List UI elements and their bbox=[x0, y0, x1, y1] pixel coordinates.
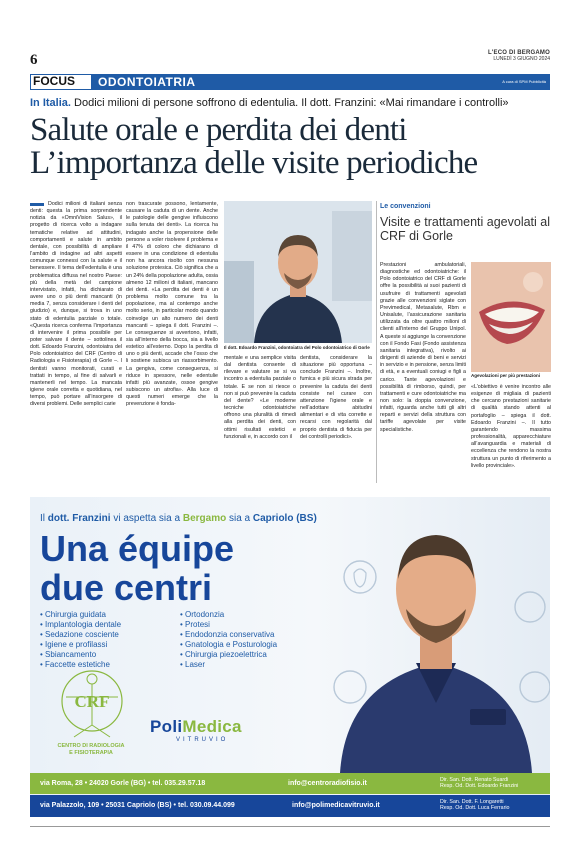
ad-headline bbox=[40, 513, 317, 524]
section-bar bbox=[30, 74, 550, 90]
sidebar-title: Visite e trattamenti agevolati al CRF di Gorle bbox=[380, 215, 551, 243]
article-column-2b bbox=[224, 355, 296, 483]
ad-head-city-1: Bergamo bbox=[182, 513, 227, 524]
column-1-text: Dodici milioni di italiani senza denti: questa la prima sorprendente notizia da «OmniVision Salus», il progetto di ricerca volto a indagare tematiche relative ad attitudini, comportamenti e salute in ambito dentale, con possibilità di ampliare l’ambito di indagine ad altri aspetti comunque connessi con la salute e il benessere. Il tema dell’edentulia è una problematica diffusa nel nostro Paese: più della metà del campione intervistato, infatti, ha dichiarato di avere uno o più denti mancanti (in media 7, senza considerare i denti del giudizio) e, dunque, si trova in uno stato di edentulia parziale o totale. «Questa ricerca conferma l’importanza di intervenire il prima possibile per poter salvare il dente – sottolinea il dott. Edoardo Franzini, odontoiatra del Polo odontoiatrico del CRF (Centro di Radiologia e Fisioterapia) di Gorle –. I dentisti vanno monitorati, curati e trattati in tempo, al fine di salvarli e mantenerli nel tempo. La mancata igiene orale corretta e quotidiana, nel tempo, può portare all’insorgere di diversi problemi. Delle semplici carie bbox=[30, 201, 122, 408]
service-item: • Implantologia dentale bbox=[40, 620, 121, 630]
service-item: • Laser bbox=[180, 660, 277, 670]
email-capriolo[interactable]: info@polimedicavitruvio.it bbox=[292, 802, 380, 809]
article-column-2 bbox=[126, 201, 218, 483]
service-item: • Chirurgia guidata bbox=[40, 610, 121, 620]
doctor-photo-caption: Il dott. Edoardo Franzini, odontoiatra del Polo odontoiatrico di Gorle bbox=[224, 345, 370, 350]
ad-title-line-2: due centri bbox=[40, 567, 213, 608]
article-column-3b bbox=[300, 355, 372, 483]
article-column-1 bbox=[30, 201, 122, 483]
ad-footer-capriolo bbox=[30, 795, 550, 817]
directors-capriolo bbox=[440, 799, 509, 811]
section-name: ODONTOIATRIA bbox=[98, 75, 196, 89]
advertisement bbox=[30, 497, 550, 817]
service-item: • Sedazione cosciente bbox=[40, 630, 121, 640]
article-title bbox=[30, 114, 560, 180]
director-gorle: Dir. San. Dott. Renato Suardi bbox=[440, 777, 509, 783]
ad-head-doctor: dott. Franzini bbox=[47, 513, 111, 524]
sidebar-column-1 bbox=[380, 262, 466, 483]
crf-name-line-2: E FISIOTERAPIA bbox=[69, 750, 113, 756]
sidebar-kicker: Le convenzioni bbox=[380, 203, 431, 210]
ad-head-pre: Il bbox=[40, 513, 45, 524]
service-item: • Igiene e profilassi bbox=[40, 640, 121, 650]
ad-footer-gorle bbox=[30, 773, 550, 794]
service-item: • Chirurgia piezoelettrica bbox=[180, 650, 277, 660]
smile-photo-caption: Agevolazioni per più prestazioni bbox=[471, 373, 541, 378]
poli-word: Poli bbox=[150, 717, 183, 736]
polimedica-logo bbox=[150, 717, 242, 737]
newspaper-name: L'ECO DI BERGAMO bbox=[488, 50, 550, 56]
smile-image bbox=[471, 262, 551, 372]
page-bottom-rule bbox=[30, 826, 550, 827]
crf-name-line-1: CENTRO DI RADIOLOGIA bbox=[57, 743, 125, 749]
dental-head-capriolo: Resp. Od. Dott. Luca Ferrario bbox=[440, 805, 510, 811]
crf-logo-icon bbox=[60, 667, 124, 743]
address-capriolo: via Palazzolo, 109 • 25031 Capriolo (BS) • tel. 030.09.44.099 bbox=[40, 802, 235, 809]
page-number: 6 bbox=[30, 52, 38, 68]
doctor-photo bbox=[224, 201, 372, 343]
title-line-2: L’importanza delle visite periodiche bbox=[30, 145, 478, 181]
crf-name bbox=[30, 743, 152, 757]
issue-date: LUNEDÌ 3 GIUGNO 2024 bbox=[493, 56, 550, 62]
service-item: • Sbiancamento bbox=[40, 650, 121, 660]
services-list-left bbox=[40, 610, 121, 670]
sidebar-column-2 bbox=[471, 384, 551, 483]
ad-title-line-1: Una équipe bbox=[40, 528, 235, 569]
publisher-tag: A cura di SPM Pubblicità bbox=[502, 79, 546, 84]
doctor-portrait-image bbox=[224, 201, 372, 343]
address-gorle: via Roma, 28 • 24020 Gorle (BG) • tel. 035.29.57.18 bbox=[40, 780, 206, 787]
services-list-right bbox=[180, 610, 277, 670]
ad-head-city-2: Capriolo (BS) bbox=[252, 513, 317, 524]
director-capriolo: Dir. San. Dott. F. Longaretti bbox=[440, 799, 504, 805]
focus-label: FOCUS bbox=[30, 74, 92, 90]
column-divider bbox=[376, 201, 377, 483]
ad-head-mid: vi aspetta sia a bbox=[113, 513, 181, 524]
doctor-ad-photo bbox=[320, 503, 550, 773]
title-line-1: Salute orale e perdita dei denti bbox=[30, 112, 407, 148]
column-2b-text: mentale e una semplice visita dal dentista consente di rilevare e valutare se si va incontro a edentulia parziale o totale. E se non si riesce o non si può prevenire la caduta del dente? «Le moderne tecniche odontoiatriche offrono una pluralità di rimedi alla perdita dei denti, con ottimi risultati estetici e funzionali e, in accordo con il bbox=[224, 355, 296, 440]
column-3b-text: dentista, considerare la situazione più opportuna – conclude Franzini –. Inoltre, fumica e più sicura strada per prevenire la caduta dei denti consiste nel curare con attenzione l’igiene orale e nell’adottare abitudini alimentari e di vita corrette e recarsi con regolarità dal proprio dentista di fiducia per dei controlli periodici». bbox=[300, 355, 372, 440]
ad-head-mid-2: sia a bbox=[228, 513, 251, 524]
smile-photo bbox=[471, 262, 551, 372]
service-item: • Faccette estetiche bbox=[40, 660, 121, 670]
service-item: • Ortodonzia bbox=[180, 610, 277, 620]
column-2-text: non trascurate possono, lentamente, causare la caduta di un dente. Anche le patologie delle gengive influiscono sulla tenuta dei denti». La ricerca ha indagato anche la propensione delle persone a voler risolvere il problema e il 47% di coloro che dichiarano di essere in una condizione di edentulia non ha ancora risolto con nessuna soluzione protesica. Ciò significa che a un 24% della popolazione adulta, ossia almeno 12 milioni di italiani, mancano dei denti. «La perdita dei denti è un problema molto comune tra la popolazione, ma al contempo anche molto serio, in particolar modo quando coinvolge un alto numero dei denti mancanti – spiega il dott. Franzini –. Le conseguenze si avvertono, infatti, sia all’interno della bocca, sia a livello estetico all’esterno. Dopo la perdita di uno o più denti, accade che l’osso che li sostiene subisca un riassorbimento. La gengiva, come conseguenza, si riduce in spessore, nelle edentulie infatti più avanzate, ossoe gengive subiscono un atrofia». Alla luce di questi numeri emerge che la prevenzione è fonda- bbox=[126, 201, 218, 408]
sidebar-column-2-text: «L’obiettivo è venire incontro alle esigenze di migliaia di pazienti che cercano prestazioni sanitarie di qualità stando attenti al portafoglio – spiega il dott. Edoardo Franzini –. Il tutto garantendo massima professionalità, apparecchiature all’avanguardia e materiali di eccellenza che rendono la nostra struttura un punto di riferimento a livello provinciale». bbox=[471, 384, 551, 469]
kicker-text: Dodici milioni di persone soffrono di edentulia. Il dott. Franzini: «Mai rimandare i controlli» bbox=[74, 97, 509, 109]
masthead bbox=[488, 50, 550, 62]
dental-head-gorle: Resp. Od. Dott. Edoardo Franzini bbox=[440, 783, 519, 789]
service-item: • Protesi bbox=[180, 620, 277, 630]
article-kicker bbox=[30, 97, 560, 109]
service-item: • Endodonzia conservativa bbox=[180, 630, 277, 640]
email-gorle[interactable]: info@centroradiofisio.it bbox=[288, 780, 367, 787]
medica-word: Medica bbox=[182, 717, 242, 736]
sidebar-column-1-text: Prestazioni ambulatoriali, diagnostiche ed odontoiatriche: il Polo odontoiatrico del CRF di Gorle offre la possibilità ai suoi pazienti di usufruire di trattamenti agevolati grazie alle convenzioni siglate con Previmedical, Metasalute, Rbm e Unisalute, l’assicurazione sanitaria utilizzata da oltre quattro milioni di clienti all’interno del Gruppo Unipol. A queste si aggiunge la convenzione con il Fondo Fasi (Fondo assistenza sanitaria integrativa), rivolto ai dirigenti di aziende di beni e servizi in servizio e in pensione, senza limiti di età, e a eventuali coniugi e figli a carico. Tante agevolazioni e possibilità di rimborso, quindi, per trattamenti e cure odontoiatriche ma non solo: la doppia convenzione, infatti, riguarda anche tutti gli altri reparti e servizi della struttura con tariffe agevolate per visite specialistiche. bbox=[380, 262, 466, 433]
kicker-lead: In Italia. bbox=[30, 97, 71, 109]
polimedica-subtitle: VITRUVIO bbox=[176, 737, 229, 743]
directors-gorle bbox=[440, 777, 518, 789]
svg-text:CRF: CRF bbox=[74, 692, 110, 711]
service-item: • Gnatologia e Posturologia bbox=[180, 640, 277, 650]
